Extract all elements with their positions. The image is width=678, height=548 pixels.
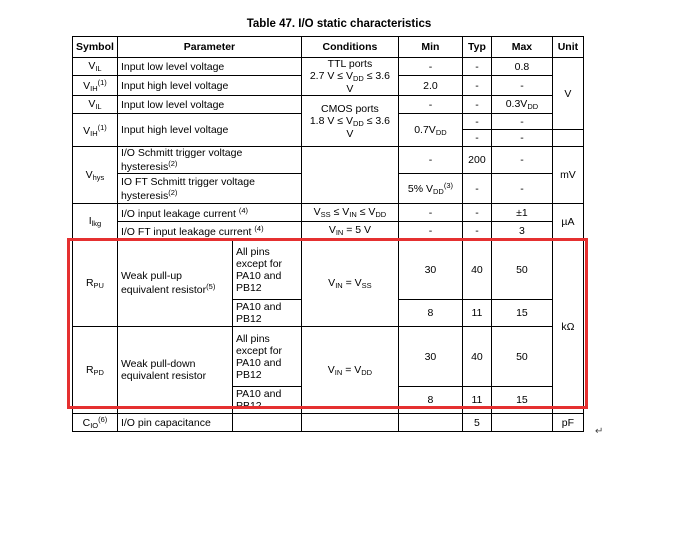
max-cell: 0.8: [491, 58, 552, 76]
unit-cell-v: V: [552, 58, 583, 130]
symbol-cell: $V_{hys}$: [73, 147, 118, 204]
max-cell: 50: [491, 240, 552, 300]
max-cell: 15: [491, 300, 552, 327]
table-row-rpd-1: [73, 327, 584, 387]
max-cell: -: [491, 174, 552, 204]
unit-cell-blank: [552, 130, 583, 147]
table-row-cio: [73, 414, 584, 432]
min-cell: 2.0: [398, 76, 462, 96]
symbol-cell: $R_{PD}$: [73, 327, 118, 414]
parameter-cell: I/O input leakage current $^{(4)}$: [117, 204, 301, 222]
typ-cell: 11: [462, 387, 491, 414]
table-row-ilkg-2: [73, 222, 584, 240]
symbol-cell: $C_{IO}^{(6)}$: [73, 414, 118, 432]
min-cell: 5% $V_{DD}^{(3)}$: [398, 174, 462, 204]
typ-cell: -: [462, 204, 491, 222]
conditions-cell-cmos: [301, 96, 398, 147]
min-cell-empty: [398, 414, 462, 432]
typ-cell: 40: [462, 240, 491, 300]
pins-cell: PA10 and PB12: [232, 300, 301, 327]
typ-cell: -: [462, 114, 491, 130]
symbol-subscript: IL: [95, 64, 102, 74]
header-parameter: Parameter: [117, 37, 301, 58]
typ-cell: 40: [462, 327, 491, 387]
typ-cell: -: [462, 58, 491, 76]
header-max: Max: [491, 37, 552, 58]
pins-cell: All pins except for PA10 and PB12: [232, 327, 301, 387]
header-row: [73, 37, 584, 58]
parameter-cell: Input high level voltage: [117, 114, 301, 147]
min-cell: -: [398, 96, 462, 114]
conditions-line: CMOS ports: [321, 102, 379, 115]
min-cell: -: [398, 204, 462, 222]
conditions-cell-empty: [301, 147, 398, 204]
typ-cell: -: [462, 174, 491, 204]
symbol-cell: [73, 58, 118, 76]
unit-cell-kohm: kΩ: [552, 240, 583, 414]
parameter-cell: I/O pin capacitance: [117, 414, 232, 432]
io-static-characteristics-table: [72, 36, 584, 432]
min-cell: 30: [398, 327, 462, 387]
parameter-cell: Weak pull-up equivalent resistor$^{(5)}$: [117, 240, 232, 327]
typ-cell: -: [462, 130, 491, 147]
header-unit: Unit: [552, 37, 583, 58]
conditions-cell: $V_{IN} = V_{DD}$: [301, 327, 398, 414]
unit-cell-mv: mV: [552, 147, 583, 204]
table-row-vil-cmos: [73, 96, 584, 114]
parameter-cell: IO FT Schmitt trigger voltage hysteresis$^{(2)}$: [117, 174, 301, 204]
typ-cell: -: [462, 76, 491, 96]
max-cell: -: [491, 76, 552, 96]
max-cell: $0.3V_{DD}$: [491, 96, 552, 114]
pins-cell: PA10 and PB12: [232, 387, 301, 414]
header-conditions: Conditions: [301, 37, 398, 58]
unit-cell-ua: µA: [552, 204, 583, 240]
conditions-cell: $V_{SS} \le V_{IN} \le V_{DD}$: [301, 204, 398, 222]
typ-cell: -: [462, 222, 491, 240]
min-cell: -: [398, 147, 462, 174]
typ-cell: 5: [462, 414, 491, 432]
table-title: Table 47. I/O static characteristics: [246, 18, 432, 30]
symbol-cell: $V_{IH}^{(1)}$: [73, 76, 118, 96]
parameter-cell: I/O FT input leakage current $^{(4)}$: [117, 222, 301, 240]
conditions-line: 1.8 $V \le V_{DD} \le 3.6$ V: [309, 114, 391, 140]
min-cell: 8: [398, 300, 462, 327]
pins-cell-empty: [232, 414, 301, 432]
unit-cell-pf: pF: [552, 414, 583, 432]
max-cell: 3: [491, 222, 552, 240]
header-typ: Typ: [462, 37, 491, 58]
symbol-cell: $V_{IH}^{(1)}$: [73, 114, 118, 147]
header-min: Min: [398, 37, 462, 58]
parameter-cell: Input low level voltage: [117, 96, 301, 114]
conditions-cell-empty: [301, 414, 398, 432]
typ-cell: 200: [462, 147, 491, 174]
symbol-cell: $I_{lkg}$: [73, 204, 118, 240]
max-cell: -: [491, 114, 552, 130]
min-cell: $0.7V_{DD}$: [398, 114, 462, 147]
parameter-cell: I/O Schmitt trigger voltage hysteresis$^{(2)}$: [117, 147, 301, 174]
conditions-cell: $V_{IN} = V_{SS}$: [301, 240, 398, 327]
symbol-cell: $R_{PU}$: [73, 240, 118, 327]
table-row-rpu-1: [73, 240, 584, 300]
symbol-text: V: [88, 60, 96, 73]
min-cell: 30: [398, 240, 462, 300]
table-row-vil-ttl: [73, 58, 584, 76]
max-cell: ±1: [491, 204, 552, 222]
parameter-cell: Weak pull-down equivalent resistor: [117, 327, 232, 414]
typ-cell: 11: [462, 300, 491, 327]
parameter-cell: Input low level voltage: [117, 58, 301, 76]
min-cell: -: [398, 222, 462, 240]
conditions-line: TTL ports: [327, 58, 373, 70]
max-cell-empty: [491, 414, 552, 432]
max-cell: 50: [491, 327, 552, 387]
conditions-cell-ttl: [301, 58, 398, 96]
pins-cell: All pins except for PA10 and PB12: [232, 240, 301, 300]
conditions-cell: $V_{IN} = 5$ V: [301, 222, 398, 240]
typ-cell: -: [462, 96, 491, 114]
parameter-cell: Input high level voltage: [117, 76, 301, 96]
return-mark-icon: ↵: [595, 426, 604, 437]
max-cell: -: [491, 130, 552, 147]
table-row-vhys-1: [73, 147, 584, 174]
max-cell: 15: [491, 387, 552, 414]
max-cell: -: [491, 147, 552, 174]
symbol-cell: $V_{IL}$: [73, 96, 118, 114]
conditions-line: 2.7 $V \le V_{DD} \le 3.6$ V: [309, 70, 391, 95]
min-cell: -: [398, 58, 462, 76]
table-row-ilkg-1: [73, 204, 584, 222]
header-symbol: Symbol: [73, 37, 118, 58]
min-cell: 8: [398, 387, 462, 414]
